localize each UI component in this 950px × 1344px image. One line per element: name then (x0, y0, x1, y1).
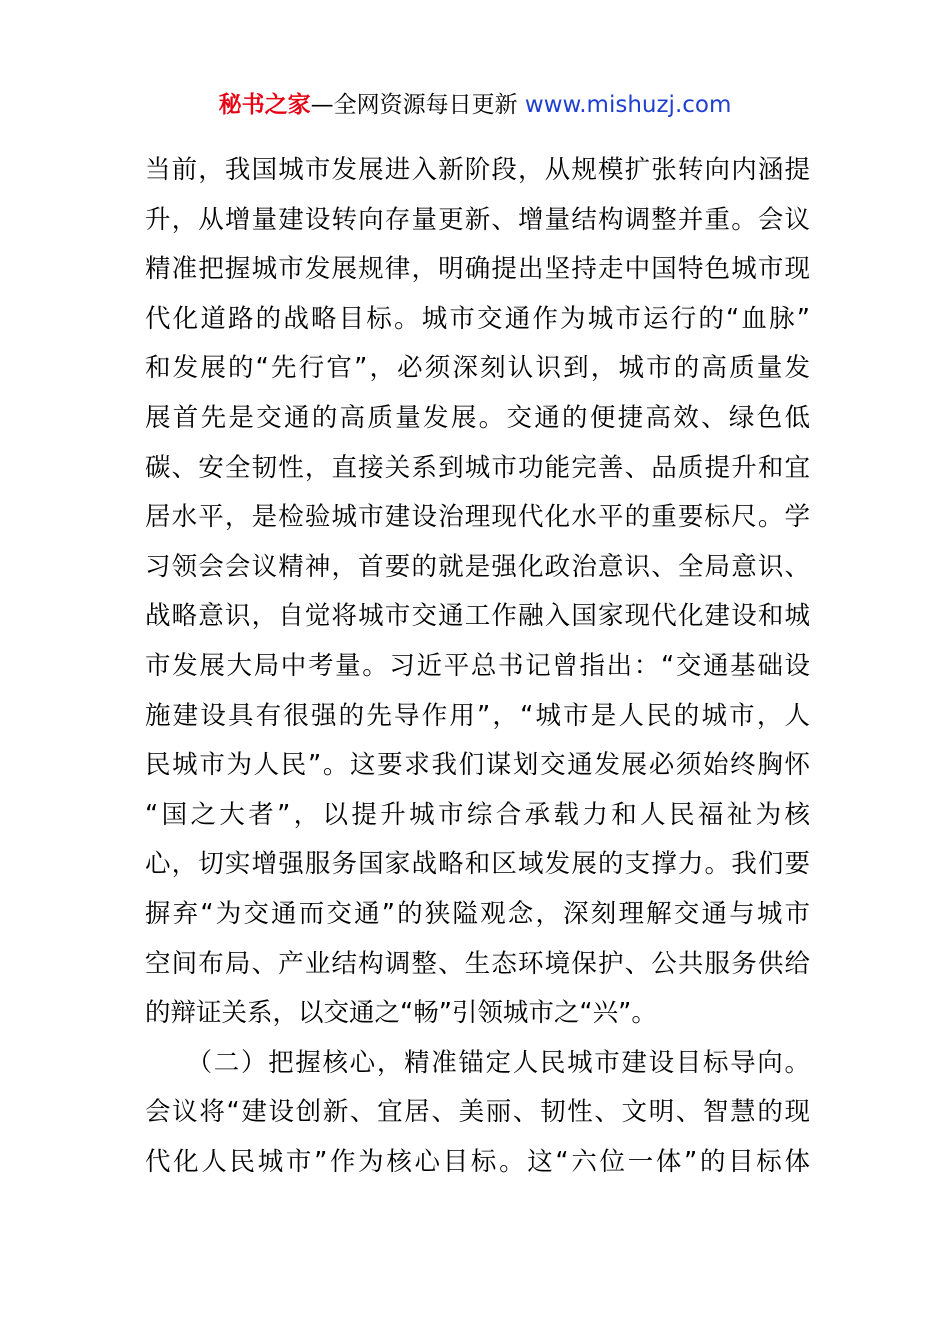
section-heading: （二）把握核心，精准锚定人民城市建设目标导向。 (145, 1047, 810, 1078)
text-line: 居水平，是检验城市建设治理现代化水平的重要标尺。学 (145, 502, 810, 533)
text-line: 碳、安全韧性，直接关系到城市功能完善、品质提升和宜 (145, 452, 810, 483)
text-line: 空间布局、产业结构调整、生态环境保护、公共服务供给 (145, 948, 810, 979)
text-line: 的辩证关系，以交通之“畅”引领城市之“兴”。 (145, 998, 657, 1029)
text-line: 施建设具有很强的先导作用”，“城市是人民的城市，人 (145, 700, 810, 731)
text-line: 代化道路的战略目标。城市交通作为城市运行的“血脉” (145, 303, 810, 334)
text-line: 摒弃“为交通而交通”的狭隘观念，深刻理解交通与城市 (145, 898, 810, 929)
text-line: 习领会会议精神，首要的就是强化政治意识、全局意识、 (145, 551, 810, 582)
text-line: 战略意识，自觉将城市交通工作融入国家现代化建设和城 (145, 601, 810, 632)
text-line: “国之大者”，以提升城市综合承载力和人民福祉为核 (145, 799, 810, 830)
document-body (145, 146, 810, 1187)
site-url-link[interactable]: www.mishuzj.com (524, 92, 732, 118)
site-brand: 秘书之家 (218, 92, 311, 118)
text-line: 代化人民城市”作为核心目标。这“六位一体”的目标体 (145, 1146, 810, 1177)
text-line: 展首先是交通的高质量发展。交通的便捷高效、绿色低 (145, 402, 810, 433)
text-line: 和发展的“先行官”，必须深刻认识到，城市的高质量发 (145, 353, 810, 384)
text-line: 民城市为人民”。这要求我们谋划交通发展必须始终胸怀 (145, 750, 810, 781)
site-header (0, 88, 950, 122)
site-tagline: —全网资源每日更新 (310, 92, 525, 118)
text-line: 会议将“建设创新、宜居、美丽、韧性、文明、智慧的现 (145, 1097, 810, 1128)
text-line: 精准把握城市发展规律，明确提出坚持走中国特色城市现 (145, 254, 810, 285)
text-line: 升，从增量建设转向存量更新、增量结构调整并重。会议 (145, 204, 810, 235)
text-line: 当前，我国城市发展进入新阶段，从规模扩张转向内涵提 (145, 155, 810, 185)
text-line: 心，切实增强服务国家战略和区域发展的支撑力。我们要 (145, 849, 810, 880)
text-line: 市发展大局中考量。习近平总书记曾指出：“交通基础设 (145, 650, 810, 681)
